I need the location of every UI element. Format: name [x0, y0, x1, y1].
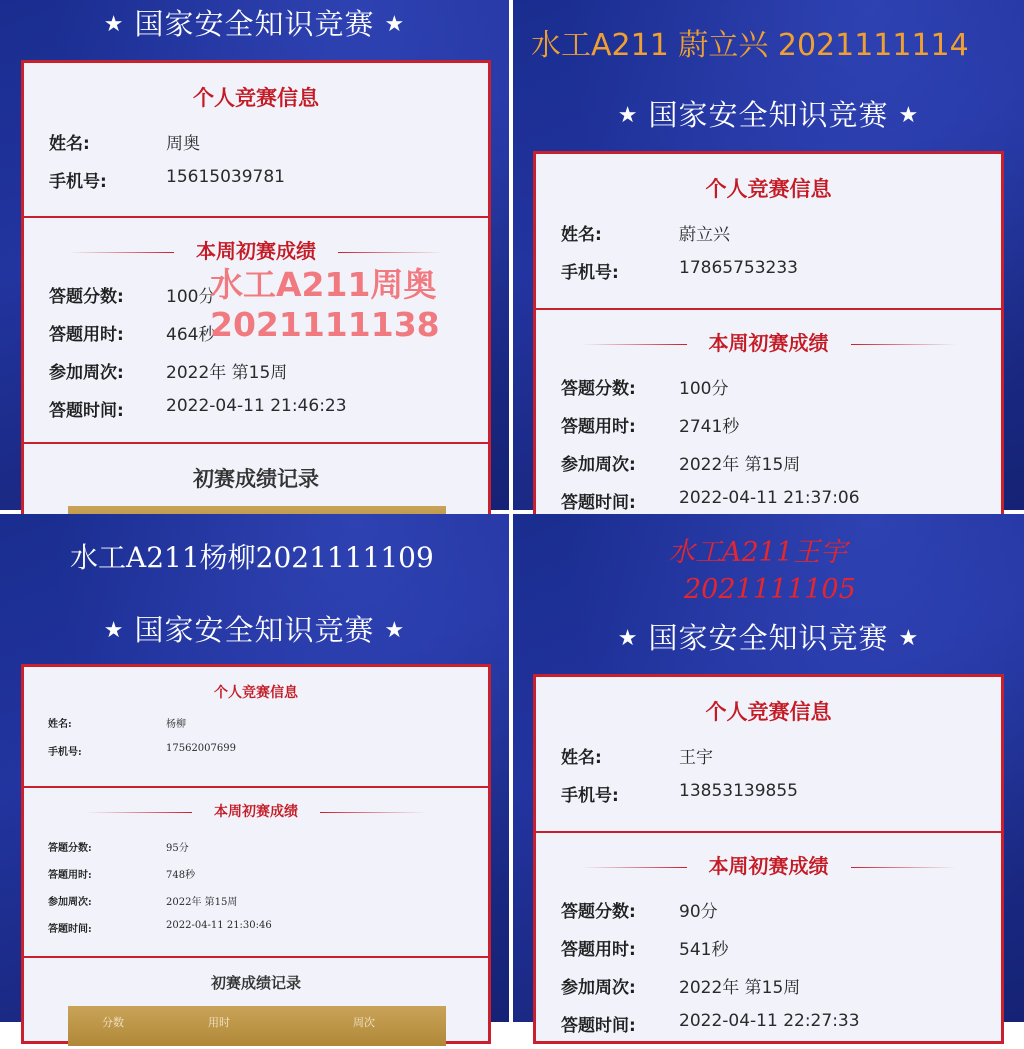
score-label: 答题分数: — [561, 902, 636, 922]
contest-title-banner — [0, 2, 509, 43]
contest-title: 国家安全知识竞赛 — [648, 621, 889, 655]
header-cell-week: 周次 — [353, 1016, 375, 1029]
weekly-score-title: 本周初赛成绩 — [214, 804, 298, 820]
time-value: 2022-04-11 21:37:06 — [679, 488, 860, 508]
score-row — [24, 839, 488, 866]
divider-line — [582, 344, 687, 345]
star-icon: ★ — [384, 12, 406, 37]
phone-label: 手机号: — [561, 786, 619, 806]
overlay-line-1: 水工A211周奥 — [210, 265, 437, 304]
name-label: 姓名: — [49, 134, 90, 154]
time-row — [536, 1011, 1001, 1049]
duration-label: 答题用时: — [48, 870, 92, 881]
overlay-line-1: 水工A211王宇 — [668, 537, 848, 568]
star-icon: ★ — [617, 103, 639, 128]
week-value: 2022年 第15周 — [679, 978, 801, 998]
star-icon: ★ — [617, 626, 639, 651]
phone-value: 15615039781 — [166, 167, 285, 187]
handwritten-overlay-label — [668, 534, 856, 608]
duration-label: 答题用时: — [561, 940, 636, 960]
week-value: 2022年 第15周 — [679, 455, 801, 475]
personal-info-title: 个人竞赛信息 — [193, 86, 319, 110]
result-card — [21, 664, 491, 1044]
week-row — [24, 893, 488, 920]
name-row — [536, 743, 1001, 781]
week-label: 参加周次: — [561, 978, 636, 998]
score-value: 100分 — [166, 287, 216, 307]
duration-value: 748秒 — [166, 870, 196, 881]
phone-row — [24, 167, 488, 205]
name-value: 周奥 — [166, 134, 200, 154]
weekly-score-section — [24, 788, 488, 958]
personal-info-section — [536, 677, 1001, 833]
result-card — [533, 674, 1004, 1044]
personal-info-title: 个人竞赛信息 — [214, 685, 298, 701]
phone-label: 手机号: — [48, 747, 82, 758]
time-row — [24, 396, 488, 434]
divider-line — [851, 344, 956, 345]
record-title: 初赛成绩记录 — [210, 974, 301, 992]
weekly-score-heading — [536, 833, 1001, 879]
weekly-score-section — [536, 833, 1001, 1043]
header-cell-duration: 用时 — [208, 1016, 230, 1029]
phone-row — [536, 781, 1001, 819]
duration-row — [24, 866, 488, 893]
phone-label: 手机号: — [49, 172, 107, 192]
score-value: 90分 — [679, 902, 718, 922]
star-icon: ★ — [103, 12, 125, 37]
divider-line — [851, 867, 956, 868]
overlay-line-2: 2021111105 — [684, 574, 856, 605]
contest-title-banner — [0, 608, 509, 649]
time-row — [24, 920, 488, 947]
name-row — [24, 129, 488, 167]
weekly-score-heading — [536, 310, 1001, 356]
week-row — [536, 450, 1001, 488]
personal-info-title: 个人竞赛信息 — [705, 177, 832, 201]
divider-line — [69, 252, 174, 253]
contest-title: 国家安全知识竞赛 — [134, 7, 375, 41]
contest-title-banner — [513, 93, 1024, 134]
weekly-score-title: 本周初赛成绩 — [708, 331, 829, 355]
divider-line — [582, 867, 687, 868]
weekly-score-title: 本周初赛成绩 — [708, 854, 829, 878]
score-row — [536, 897, 1001, 935]
star-icon: ★ — [103, 618, 125, 643]
handwritten-overlay-label — [210, 265, 440, 345]
header-cell-score: 分数 — [102, 1016, 124, 1029]
duration-label: 答题用时: — [561, 417, 636, 437]
name-value: 杨柳 — [166, 719, 186, 730]
score-label: 答题分数: — [49, 287, 124, 307]
score-value: 95分 — [166, 843, 189, 854]
name-row — [536, 220, 1001, 258]
weekly-score-section — [536, 310, 1001, 530]
overlay-label: 水工A211杨柳2021111109 — [70, 541, 434, 574]
name-label: 姓名: — [561, 748, 602, 768]
phone-label: 手机号: — [561, 263, 619, 283]
duration-value: 2741秒 — [679, 417, 740, 437]
duration-row — [536, 412, 1001, 450]
panel-wei-lixing — [513, 0, 1024, 513]
overlay-line-2: 2021111138 — [210, 305, 440, 344]
week-label: 参加周次: — [48, 897, 92, 908]
phone-value: 17865753233 — [679, 258, 798, 278]
record-title: 初赛成绩记录 — [193, 467, 319, 491]
personal-info-section — [536, 154, 1001, 310]
score-label: 答题分数: — [561, 379, 636, 399]
personal-info-section — [24, 667, 488, 788]
time-label: 答题时间: — [48, 924, 92, 935]
name-label: 姓名: — [48, 719, 72, 730]
time-label: 答题时间: — [561, 493, 636, 513]
record-table-header — [68, 1006, 446, 1046]
phone-value: 13853139855 — [679, 781, 798, 801]
time-label: 答题时间: — [49, 401, 124, 421]
week-row — [24, 358, 488, 396]
time-label: 答题时间: — [561, 1016, 636, 1036]
divider-line — [320, 812, 425, 813]
time-value: 2022-04-11 21:30:46 — [166, 920, 272, 931]
star-icon: ★ — [384, 618, 406, 643]
name-label: 姓名: — [561, 225, 602, 245]
duration-value: 541秒 — [679, 940, 729, 960]
name-value: 蔚立兴 — [679, 225, 730, 245]
contest-title: 国家安全知识竞赛 — [134, 613, 375, 647]
result-card — [533, 151, 1004, 531]
score-label: 答题分数: — [48, 843, 92, 854]
weekly-score-title: 本周初赛成绩 — [196, 239, 316, 263]
duration-value: 464秒 — [166, 325, 216, 345]
time-value: 2022-04-11 21:46:23 — [166, 396, 347, 416]
divider-line — [338, 252, 443, 253]
contest-title-banner — [513, 616, 1024, 657]
time-value: 2022-04-11 22:27:33 — [679, 1011, 860, 1031]
panel-yang-liu — [0, 514, 509, 1029]
week-value: 2022年 第15周 — [166, 897, 238, 908]
name-row — [24, 715, 488, 743]
duration-label: 答题用时: — [49, 325, 124, 345]
contest-title: 国家安全知识竞赛 — [648, 98, 889, 132]
divider-line — [87, 812, 192, 813]
personal-info-section — [24, 63, 488, 218]
weekly-score-heading — [24, 218, 488, 264]
personal-info-title: 个人竞赛信息 — [705, 700, 832, 724]
panel-zhou-ao — [0, 0, 509, 510]
name-value: 王宇 — [679, 748, 713, 768]
weekly-score-heading — [24, 788, 488, 821]
phone-row — [24, 743, 488, 771]
overlay-label: 水工A211 蔚立兴 2021111114 — [531, 28, 969, 63]
score-value: 100分 — [679, 379, 729, 399]
record-section — [24, 958, 488, 1047]
phone-value: 17562007699 — [166, 743, 236, 754]
week-row — [536, 973, 1001, 1011]
phone-row — [536, 258, 1001, 296]
star-icon: ★ — [898, 626, 920, 651]
week-label: 参加周次: — [49, 363, 124, 383]
week-label: 参加周次: — [561, 455, 636, 475]
week-value: 2022年 第15周 — [166, 363, 288, 383]
duration-row — [536, 935, 1001, 973]
star-icon: ★ — [898, 103, 920, 128]
panel-wang-yu — [513, 514, 1024, 1036]
score-row — [536, 374, 1001, 412]
